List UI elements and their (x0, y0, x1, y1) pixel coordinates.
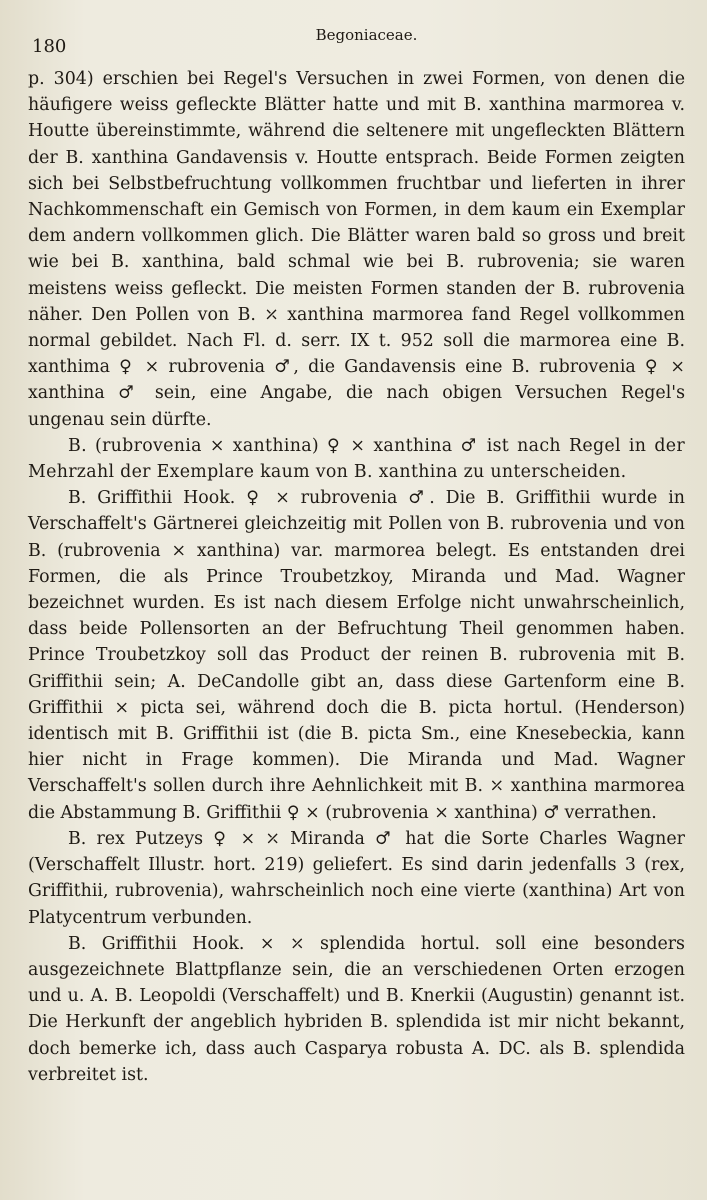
body-text (28, 66, 685, 1088)
paragraph-4: B. rex Putzeys ♀ ⨯ ⤫ Miranda ♂ hat die Sorte Charles Wagner (Verschaffelt Illustr. hort. 219) geliefert. Es sind darin jedenfalls 3 (rex, Griffithii, rubrovenia), wahrscheinlich noch eine vierte (xanthina) Art von Platycentrum verbunden. (28, 828, 685, 928)
page-number: 180 (32, 36, 67, 57)
paragraph-5: B. Griffithii Hook. ⨯ ⤫ splendida hortul. soll eine besonders ausgezeichnete Blattpflanze sein, die an verschiedenen Orten erzogen und u. A. B. Leopoldi (Verschaffelt) und B. Knerkii (Augustin) genannt ist. Die Herkunft der angeblich hybriden B. splendida ist mir nicht bekannt, doch bemerke ich, dass auch Casparya robusta A. DC. als B. splendida verbreitet ist. (28, 933, 685, 1085)
paragraph-1: p. 304) erschien bei Regel's Versuchen in zwei Formen, von denen die häufigere weiss gefleckte Blätter hatte und mit B. xanthina marmorea v. Houtte übereinstimmte, während die seltenere mit ungefleckten Blättern der B. xanthina Gandavensis v. Houtte entsprach. Beide Formen zeigten sich bei Selbstbefruchtung vollkommen fruchtbar und lieferten in ihrer Nachkommenschaft ein Gemisch von Formen, in dem kaum ein Exemplar dem andern vollkommen glich. Die Blätter waren bald so gross und breit wie bei B. xanthina, bald schmal wie bei B. rubrovenia; sie waren meistens weiss gefleckt. Die meisten Formen standen der B. rubrovenia näher. Den Pollen von B. ⤫ xanthina marmorea fand Regel vollkommen normal gebildet. Nach Fl. d. serr. IX t. 952 soll die marmorea eine B. xanthima ♀ ⨯ rubrovenia ♂, die Gandavensis eine B. rubrovenia ♀ ⨯ xanthina ♂ sein, eine Angabe, die nach obigen Versuchen Regel's ungenau sein dürfte. (28, 69, 685, 430)
running-title: Begoniaceae. (315, 26, 418, 44)
paragraph-2: B. (rubrovenia ⨯ xanthina) ♀ ⨯ xanthina ♂ ist nach Regel in der Mehrzahl der Exemplare kaum von B. xanthina zu unterscheiden. (28, 435, 685, 483)
page-header (28, 26, 685, 58)
paragraph-3: B. Griffithii Hook. ♀ ⨯ rubrovenia ♂. Die B. Griffithii wurde in Verschaffelt's Gärtnerei gleichzeitig mit Pollen von B. rubrovenia und von B. (rubrovenia ⨯ xanthina) var. marmorea belegt. Es entstanden drei Formen, die als Prince Troubetzkoy, Miranda und Mad. Wagner bezeichnet wurden. Es ist nach diesem Erfolge nicht unwahrscheinlich, dass beide Pollensorten an der Befruchtung Theil genommen haben. Prince Troubetzkoy soll das Product der reinen B. rubrovenia mit B. Griffithii sein; A. DeCandolle gibt an, dass diese Gartenform eine B. Griffithii ⨯ picta sei, während doch die B. picta hortul. (Henderson) identisch mit B. Griffithii ist (die B. picta Sm., eine Knesebeckia, kann hier nicht in Frage kommen). Die Miranda und Mad. Wagner Verschaffelt's sollen durch ihre Aehnlichkeit mit B. ⤫ xanthina marmorea die Abstammung B. Griffithii ♀ ⨯ (rubrovenia ⨯ xanthina) ♂ verrathen. (28, 488, 685, 823)
